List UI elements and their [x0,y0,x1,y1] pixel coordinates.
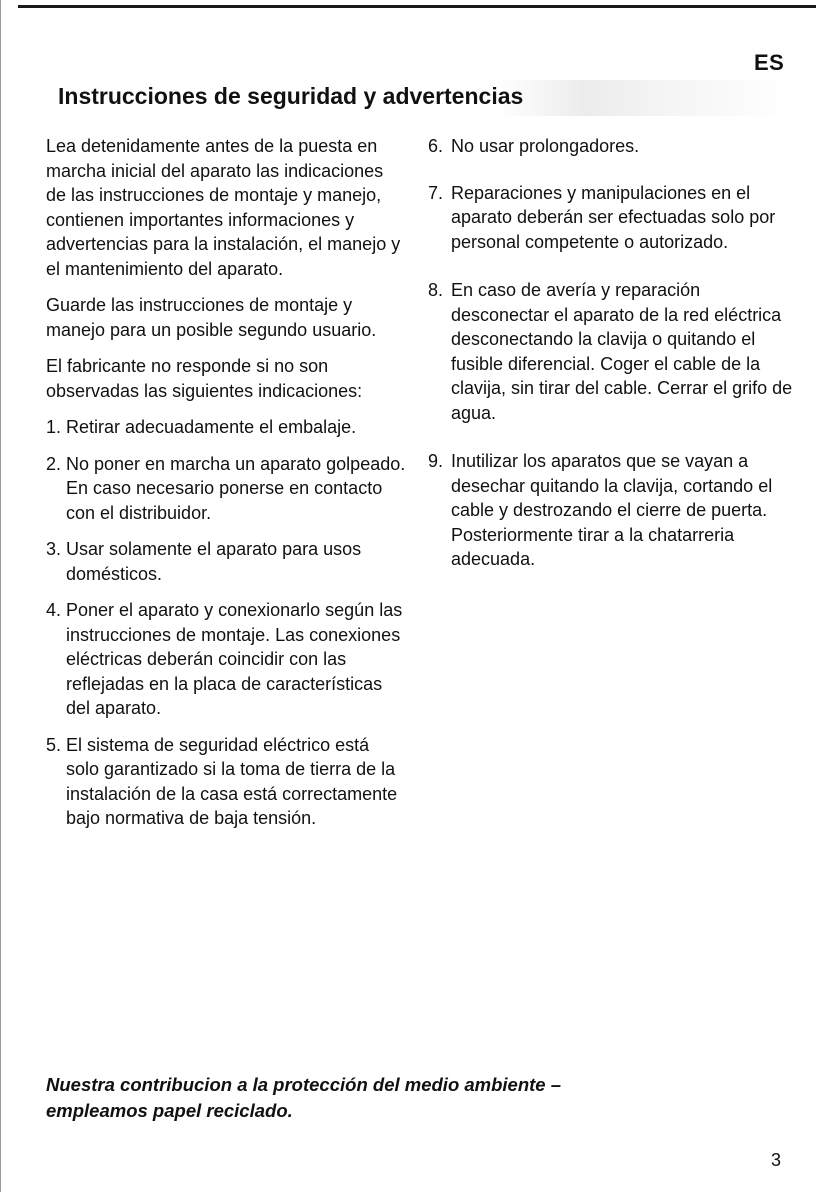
item-text: El sistema de seguridad eléctrico está solo garantizado si la toma de tierra de la instalación de la casa está correctamente bajo normativa de baja tensión. [66,734,398,828]
list-item-3 [46,537,406,586]
page-number: 3 [771,1150,782,1170]
item-number: 2. [46,453,62,474]
environment-note-line-1: Nuestra contribucion a la protección del medio ambiente – [46,1074,562,1095]
item-number: 3. [46,539,62,559]
environment-note [46,1072,686,1124]
safety-list-right [428,134,798,572]
intro-paragraph-2: Guarde las instrucciones de montaje y manejo para un posible segundo usuario. [46,295,377,340]
list-item-2 [46,452,406,526]
item-text: Reparaciones y manipulaciones en el aparato deberán ser efectuadas solo por personal competente o autorizado. [451,182,776,252]
item-text: Inutilizar los aparatos que se vayan a desechar quitando la clavija, cortando el cable y destrozando el cierre de puerta. Posteriormente tirar a la chatarreria adecuada. [451,451,773,569]
item-number: 4. [46,600,62,620]
item-number: 7. [428,182,444,203]
intro-paragraph-1: Lea detenidamente antes de la puesta en marcha inicial del aparato las indicaciones de las instrucciones de montaje y manejo, contienen importantes informaciones y advertencias para la instalación, el manejo y el mantenimiento del aparato. [46,136,401,279]
page-title: Instrucciones de seguridad y advertencias [58,83,524,109]
left-column [46,134,406,843]
page-left-edge [0,0,1,1192]
item-text: Retirar adecuadamente el embalaje. [66,417,357,437]
top-rule [18,5,816,8]
list-item-4 [46,598,406,721]
item-text: Poner el aparato y conexionarlo según las instrucciones de montaje. Las conexiones eléctricas deberán coincidir con las reflejadas en la placa de características del aparato. [66,600,403,718]
item-number: 6. [428,136,444,156]
item-number: 8. [428,280,444,300]
item-text: No poner en marcha un aparato golpeado. En caso necesario ponerse en contacto con el distribuidor. [66,453,406,523]
item-text: No usar prolongadores. [451,136,640,156]
item-text: Usar solamente el aparato para usos domésticos. [66,539,362,584]
item-number: 5. [46,734,62,755]
list-item-5 [46,733,406,831]
safety-list-left [46,415,406,831]
item-text: En caso de avería y reparación desconectar el aparato de la red eléctrica desconectando la clavija o quitando el fusible diferencial. Coger el cable de la clavija, sin tirar del cable. Cerrar el grifo de agua. [451,280,793,423]
intro-paragraph-3: El fabricante no responde si no son observadas las siguientes indicaciones: [46,356,363,401]
list-item-7 [428,181,798,255]
list-item-6 [428,134,798,159]
list-item-1 [46,415,406,440]
language-code: ES [754,50,785,75]
environment-note-line-2: empleamos papel reciclado. [46,1100,293,1121]
item-number: 1. [46,417,62,437]
list-item-8 [428,278,798,425]
item-number: 9. [428,451,444,471]
right-column [428,134,798,596]
list-item-9 [428,449,798,572]
